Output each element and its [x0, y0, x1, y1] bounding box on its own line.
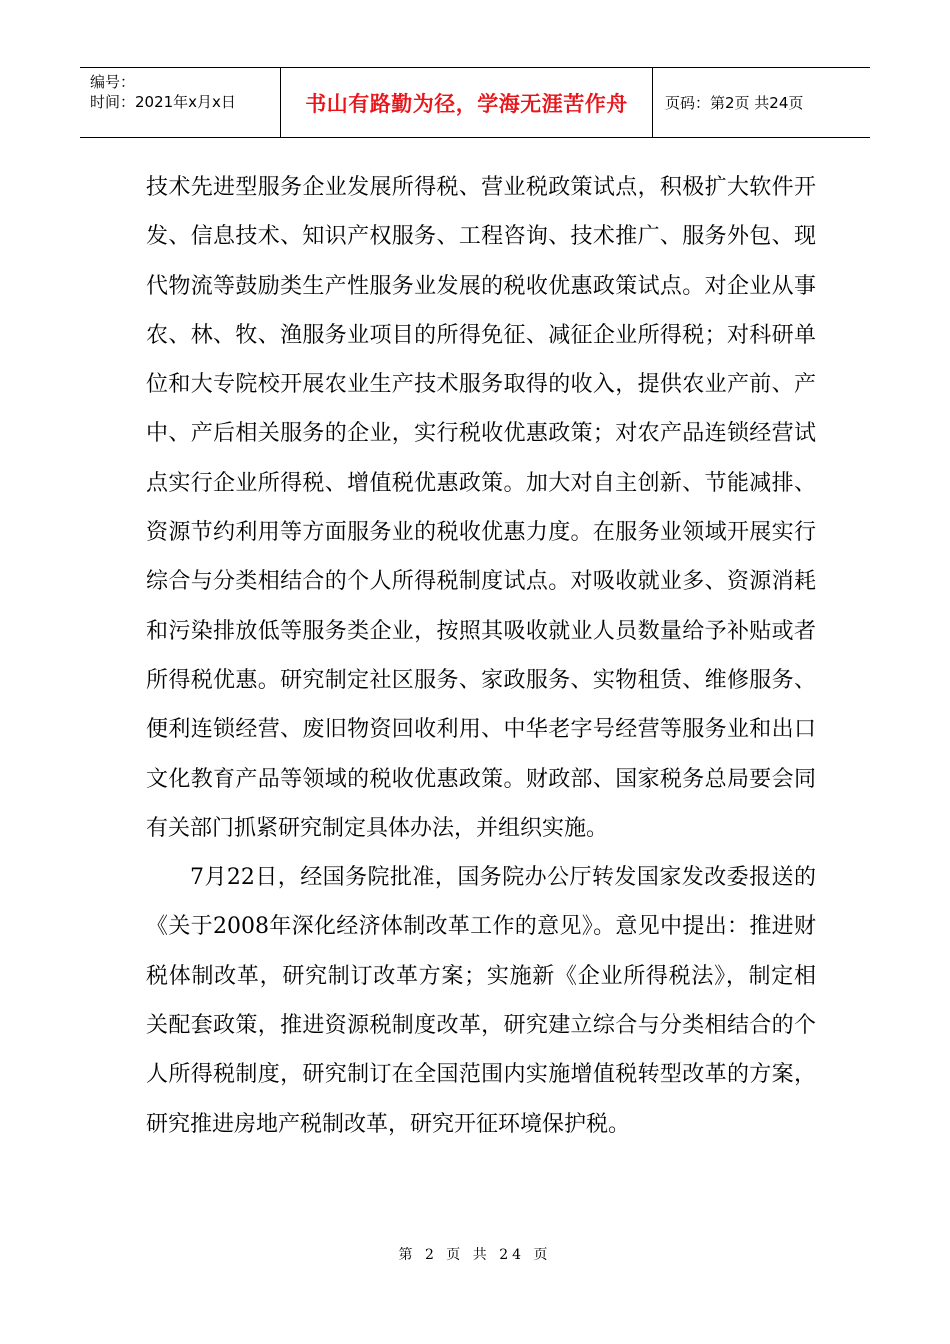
header-motto-cell — [281, 68, 653, 137]
motto-text: 书山有路勤为径，学海无涯苦作舟 — [305, 91, 628, 116]
header-page-info — [653, 68, 870, 137]
page-info-text: 页码：第2页 共24页 — [665, 94, 804, 112]
document-time: 时间：2021年x月x日 — [90, 93, 236, 111]
document-number-label: 编号： — [90, 73, 136, 91]
body-paragraph-1: 技术先进型服务企业发展所得税、营业税政策试点，积极扩大软件开发、信息技术、知识产权服务、工程咨询、技术推广、服务外包、现代物流等鼓励类生产性服务业发展的税收优惠政策试点。对企业从事农、林、牧、渔服务业项目的所得免征、减征企业所得税；对科研单位和大专院校开展农业生产技术服务取得的收入，提供农业产前、产中、产后相关服务的企业，实行税收优惠政策；对农产品连锁经营试点实行企业所得税、增值税优惠政策。加大对自主创新、节能减排、资源节约利用等方面服务业的税收优惠力度。在服务业领域开展实行综合与分类相结合的个人所得税制度试点。对吸收就业多、资源消耗和污染排放低等服务类企业，按照其吸收就业人员数量给予补贴或者所得税优惠。研究制定社区服务、家政服务、实物租赁、维修服务、便利连锁经营、废旧物资回收利用、中华老字号经营等服务业和出口文化教育产品等领域的税收优惠政策。财政部、国家税务总局要会同有关部门抓紧研究制定具体办法，并组织实施。 — [146, 175, 816, 841]
document-body — [146, 163, 816, 1149]
page-footer: 第 2 页 共 24 页 — [398, 1247, 552, 1263]
header-meta — [80, 68, 281, 137]
page-header — [80, 67, 870, 138]
body-paragraph-2: 7月22日，经国务院批准，国务院办公厅转发国家发改委报送的《关于2008年深化经济体制改革工作的意见》。意见中提出：推进财税体制改革，研究制订改革方案；实施新《企业所得税法》，制定相关配套政策，推进资源税制度改革，研究建立综合与分类相结合的个人所得税制度，研究制订在全国范围内实施增值税转型改革的方案，研究推进房地产税制改革，研究开征环境保护税。 — [146, 865, 816, 1137]
